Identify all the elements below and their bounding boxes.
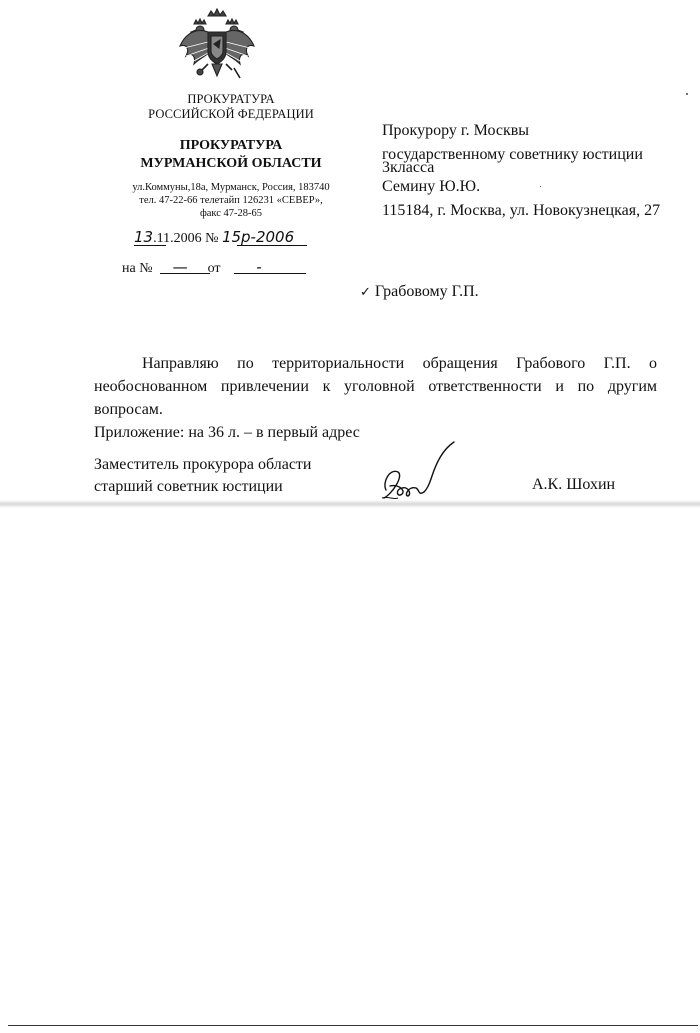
office-line-2: МУРМАНСКОЙ ОБЛАСТИ bbox=[140, 156, 322, 171]
eagle-emblem-icon bbox=[178, 6, 256, 82]
number-underline bbox=[237, 245, 307, 246]
signatory-position bbox=[94, 454, 311, 498]
recipient-line-3: 3класса bbox=[382, 159, 435, 176]
recipient-line-1: Прокурору г. Москвы bbox=[382, 122, 530, 139]
scan-speck bbox=[540, 186, 541, 187]
agency-line-1: ПРОКУРАТУРА bbox=[187, 92, 275, 106]
date-rest: .11.2006 bbox=[153, 231, 202, 246]
signatory-name: А.К. Шохин bbox=[532, 476, 616, 493]
position-line-1: Заместитель прокурора области bbox=[94, 456, 312, 473]
attachment-note: Приложение: на 36 л. – в первый адрес bbox=[94, 424, 360, 441]
address-line-1: ул.Коммуны,18а, Мурманск, Россия, 183740 bbox=[132, 182, 330, 193]
copy-to-name: Грабовому Г.П. bbox=[374, 283, 479, 300]
from-label: от bbox=[207, 261, 221, 276]
recipient-line-4: Семину Ю.Ю. bbox=[382, 178, 481, 195]
recipient-line-2: государственному советнику юстиции bbox=[382, 146, 643, 163]
date-day-underline bbox=[134, 245, 166, 246]
copy-to bbox=[360, 283, 479, 301]
position-line-2: старший советник юстиции bbox=[94, 478, 283, 495]
office-heading bbox=[100, 137, 362, 173]
from-value: - bbox=[256, 258, 262, 276]
recipient-line-5: 115184, г. Москва, ул. Новокузнецкая, 27 bbox=[382, 202, 661, 219]
number-handwritten: 15р-2006 bbox=[221, 228, 295, 246]
body-paragraph: Направляю по территориальности обращения Грабового Г.П. о необоснованном привлечении к уголовной ответственности и по другим вопросам. bbox=[94, 355, 657, 418]
handwritten-signature bbox=[368, 438, 468, 508]
page-bottom-edge bbox=[8, 1025, 698, 1026]
scan-speck bbox=[686, 93, 688, 95]
agency-line-2: РОССИЙСКОЙ ФЕДЕРАЦИИ bbox=[148, 107, 314, 121]
from-underline bbox=[234, 273, 306, 274]
on-label: на № bbox=[122, 261, 153, 276]
address-line-2: тел. 47-22-66 телетайп 126231 «СЕВЕР», bbox=[139, 195, 323, 206]
paper-fold-line bbox=[0, 500, 700, 508]
on-value: — bbox=[172, 258, 188, 276]
reply-reference bbox=[122, 258, 294, 277]
office-line-1: ПРОКУРАТУРА bbox=[179, 138, 283, 153]
date-day-handwritten: 13 bbox=[134, 228, 154, 246]
number-label: № bbox=[205, 231, 219, 246]
recipient-block bbox=[382, 119, 660, 223]
address-line-3: факс 47-28-65 bbox=[199, 208, 263, 219]
letter-body bbox=[94, 352, 657, 444]
office-address bbox=[100, 181, 362, 220]
agency-heading bbox=[100, 92, 362, 122]
on-underline bbox=[160, 273, 210, 274]
checkmark-icon: ✓ bbox=[360, 285, 371, 300]
